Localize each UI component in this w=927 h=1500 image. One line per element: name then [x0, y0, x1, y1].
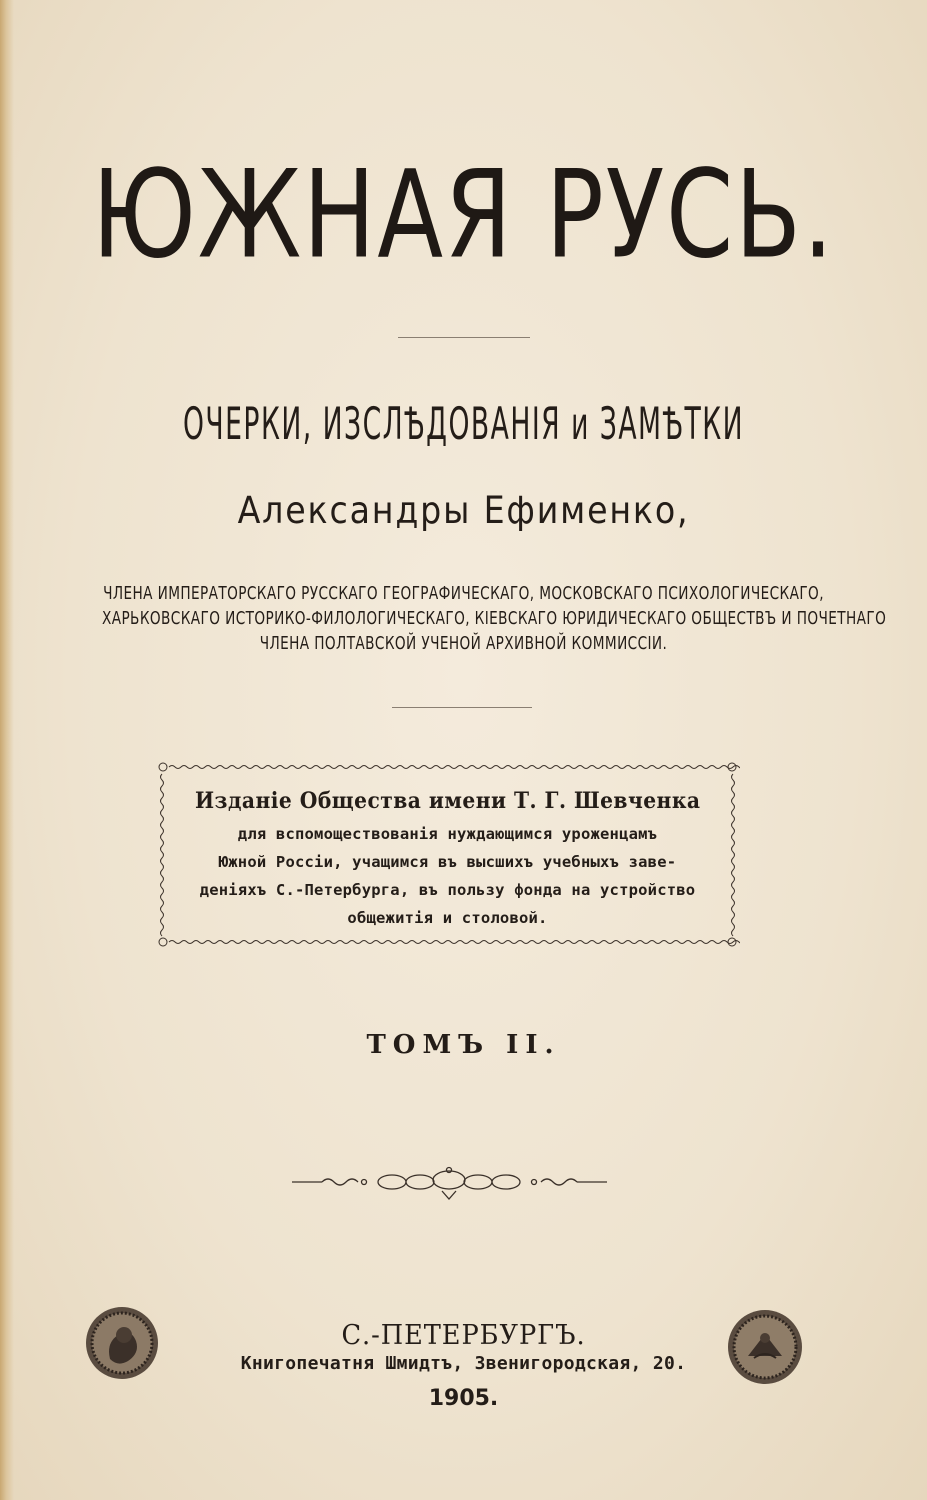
edition-frame: [155, 758, 740, 950]
book-subtitle: ОЧЕРКИ, ИЗСЛѢДОВАНІЯ и ЗАМѢТКИ: [182, 398, 745, 451]
imprint-printer: Книгопечатня Шмидтъ, Звенигородская, 20.: [240, 1353, 687, 1374]
imprint-city: С.-ПЕТЕРБУРГЪ.: [341, 1320, 586, 1351]
volume-number: ТОМЪ II.: [366, 1030, 561, 1060]
membership-line: ЧЛЕНА ИМПЕРАТОРСКАГО РУССКАГО ГЕОГРАФИЧЕСКАГО, МОСКОВСКАГО ПСИХОЛОГИЧЕСКАГО,: [103, 584, 824, 604]
spine-shadow: [0, 0, 14, 1500]
divider-rule-middle: [392, 707, 532, 708]
edition-description: [155, 820, 740, 932]
edition-line: Южной Россіи, учащимся въ высшихъ учебныхъ заве-: [218, 853, 677, 871]
edition-line: для вспомоществованія нуждающимся уроженцамъ: [237, 825, 658, 843]
author-name: Александры Ефименко,: [237, 489, 690, 532]
membership-line: ЧЛЕНА ПОЛТАВСКОЙ УЧЕНОЙ АРХИВНОЙ КОММИССІИ.: [259, 634, 668, 654]
edition-line: общежитія и столовой.: [347, 909, 548, 927]
membership-line: ХАРЬКОВСКАГО ИСТОРИКО-ФИЛОЛОГИЧЕСКАГО, КІЕВСКАГО ЮРИДИЧЕСКАГО ОБЩЕСТВЪ И ПОЧЕТНАГО: [101, 609, 887, 629]
imprint-year: 1905.: [428, 1386, 499, 1411]
author-memberships: [101, 582, 887, 657]
ornament-flourish: [292, 1164, 607, 1204]
edition-heading: Изданіе Общества имени Т. Г. Шевченка: [194, 788, 701, 814]
book-title: ЮЖНАЯ РУСЬ.: [91, 145, 836, 286]
edition-line: деніяхъ С.-Петербурга, въ пользу фонда на устройство: [199, 881, 696, 899]
divider-rule-top: [398, 337, 530, 338]
